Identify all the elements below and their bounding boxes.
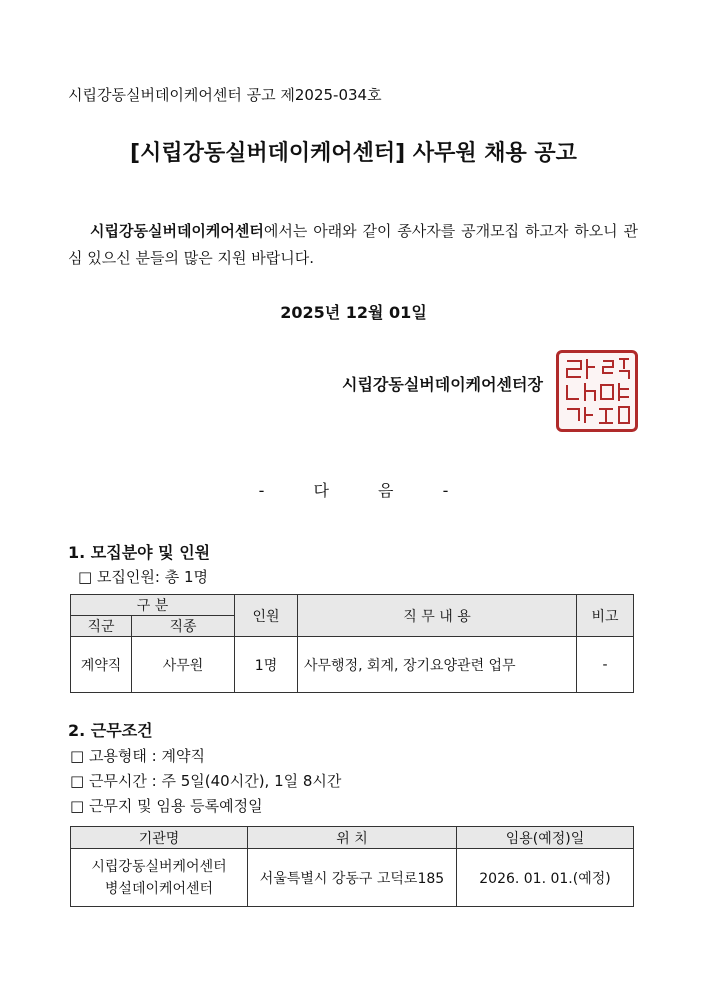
- cell-count: 1명: [235, 637, 298, 693]
- workplace-table: [70, 826, 634, 907]
- section1-item: □ 모집인원: 총 1명: [78, 568, 209, 586]
- cell-org-line1: 시립강동실버케어센터: [91, 858, 227, 875]
- cell-location: 서울특별시 강동구 고덕로185: [248, 849, 457, 907]
- separator-da: 다: [313, 481, 329, 500]
- separator: [0, 478, 707, 501]
- official-seal: [556, 350, 638, 432]
- separator-dash-left: -: [258, 481, 265, 500]
- separator-eum: 음: [378, 481, 394, 500]
- header-duty: 직 무 내 용: [298, 595, 577, 637]
- cell-org-line2: 병설데이케어센터: [104, 880, 214, 897]
- page-title: [시립강동실버데이케어센터] 사무원 채용 공고: [130, 141, 577, 166]
- section2-item-1: □ 고용형태 : 계약직: [70, 747, 205, 765]
- cell-org: [71, 849, 248, 907]
- header-job-group: 직군: [71, 616, 132, 637]
- header-count: 인원: [235, 595, 298, 637]
- section1-heading: 1. 모집분야 및 인원: [68, 543, 211, 562]
- cell-group: 계약직: [71, 637, 132, 693]
- intro-paragraph: [68, 218, 638, 272]
- notice-reference: 시립강동실버데이케어센터 공고 제2025-034호: [68, 86, 382, 104]
- intro-org-name: 시립강동실버데이케어센터: [90, 222, 264, 240]
- cell-type: 사무원: [132, 637, 235, 693]
- seal-icon: [559, 353, 635, 429]
- header-group: 구 분: [71, 595, 235, 616]
- recruitment-table: [70, 594, 634, 693]
- header-org: 기관명: [71, 827, 248, 849]
- separator-dash-right: -: [442, 481, 449, 500]
- section2-item-2: □ 근무시간 : 주 5일(40시간), 1일 8시간: [70, 772, 342, 790]
- table-row: [71, 849, 634, 907]
- notice-date: 2025년 12월 01일: [280, 303, 427, 322]
- cell-start-date: 2026. 01. 01.(예정): [457, 849, 634, 907]
- section2-item-3: □ 근무지 및 임용 등록예정일: [70, 797, 263, 815]
- cell-duty: 사무행정, 회계, 장기요양관련 업무: [298, 637, 577, 693]
- section2-heading: 2. 근무조건: [68, 721, 153, 740]
- intro-text: 에서는 아래와 같이 종사자를 공개모집 하고자 하오니 관심 있으신 분들의 많은 지원 바랍니다.: [68, 222, 638, 267]
- header-note: 비고: [577, 595, 634, 637]
- header-start-date: 임용(예정)일: [457, 827, 634, 849]
- cell-note: -: [577, 637, 634, 693]
- header-location: 위 치: [248, 827, 457, 849]
- header-job-type: 직종: [132, 616, 235, 637]
- table-row: [71, 637, 634, 693]
- signature: 시립강동실버데이케어센터장: [342, 375, 543, 394]
